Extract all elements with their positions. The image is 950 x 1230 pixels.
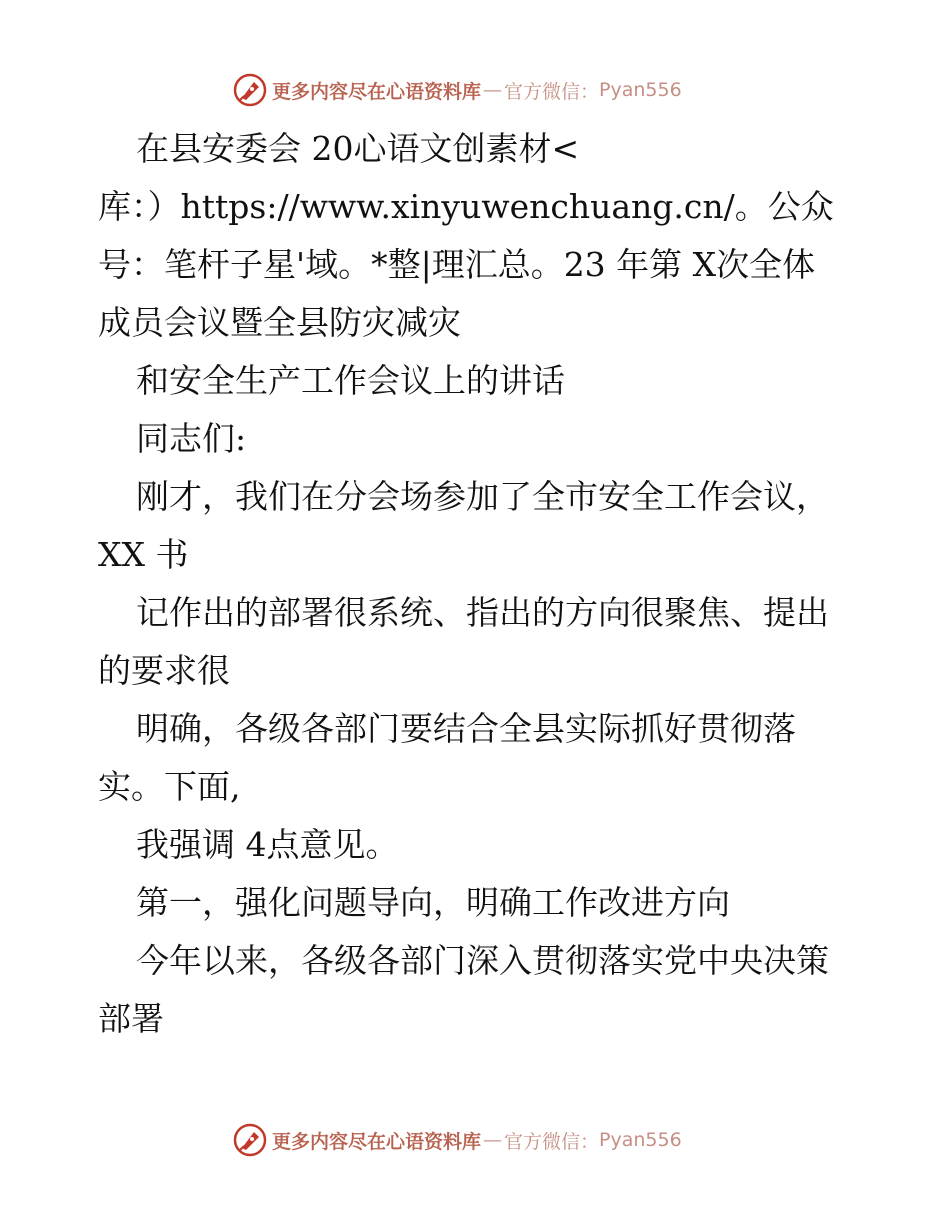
pen-nib-logo-icon: [232, 72, 268, 108]
pen-nib-logo-icon: [232, 1122, 268, 1158]
text-line: 我强调 4点意见。: [136, 825, 399, 864]
watermark-dash: —: [483, 79, 503, 101]
text-line: 在县安委会 20心语文创素材<: [136, 129, 580, 168]
document-body: [98, 120, 868, 1048]
header-watermark: [232, 70, 682, 110]
watermark-wechat-label: 官方微信：: [504, 1130, 600, 1153]
watermark-wechat-label: 官方微信：: [504, 80, 600, 103]
text-line: 第一，强化问题导向，明确工作改进方向: [136, 883, 730, 922]
text-line: 同志们:: [136, 419, 247, 458]
text-line: 部署: [98, 999, 164, 1038]
watermark-main-text: 更多内容尽在心语资料库: [272, 80, 482, 103]
watermark-dash: —: [483, 1129, 503, 1151]
watermark-wechat-handle: Pyan556: [599, 1129, 682, 1151]
text-line: 刚才，我们在分会场参加了全市安全工作会议，: [136, 477, 829, 516]
text-line: 成员会议暨全县防灾减灾: [98, 303, 461, 342]
text-line: 实。下面,: [98, 767, 241, 806]
text-line: 号：笔杆子星'域。*整|理汇总。23 年第 X次全体: [98, 245, 816, 284]
text-line: XX 书: [98, 535, 189, 574]
footer-watermark: [232, 1120, 682, 1160]
text-line: 记作出的部署很系统、指出的方向很聚焦、提出: [136, 593, 829, 632]
text-line: 的要求很: [98, 651, 230, 690]
text-line: 和安全生产工作会议上的讲话: [136, 361, 565, 400]
text-line: 库：）https://www.xinyuwenchuang.cn/。公众: [98, 187, 834, 226]
watermark-main-text: 更多内容尽在心语资料库: [272, 1130, 482, 1153]
text-line: 明确，各级各部门要结合全县实际抓好贯彻落: [136, 709, 796, 748]
watermark-wechat-handle: Pyan556: [599, 79, 682, 101]
text-line: 今年以来，各级各部门深入贯彻落实党中央决策: [136, 941, 829, 980]
